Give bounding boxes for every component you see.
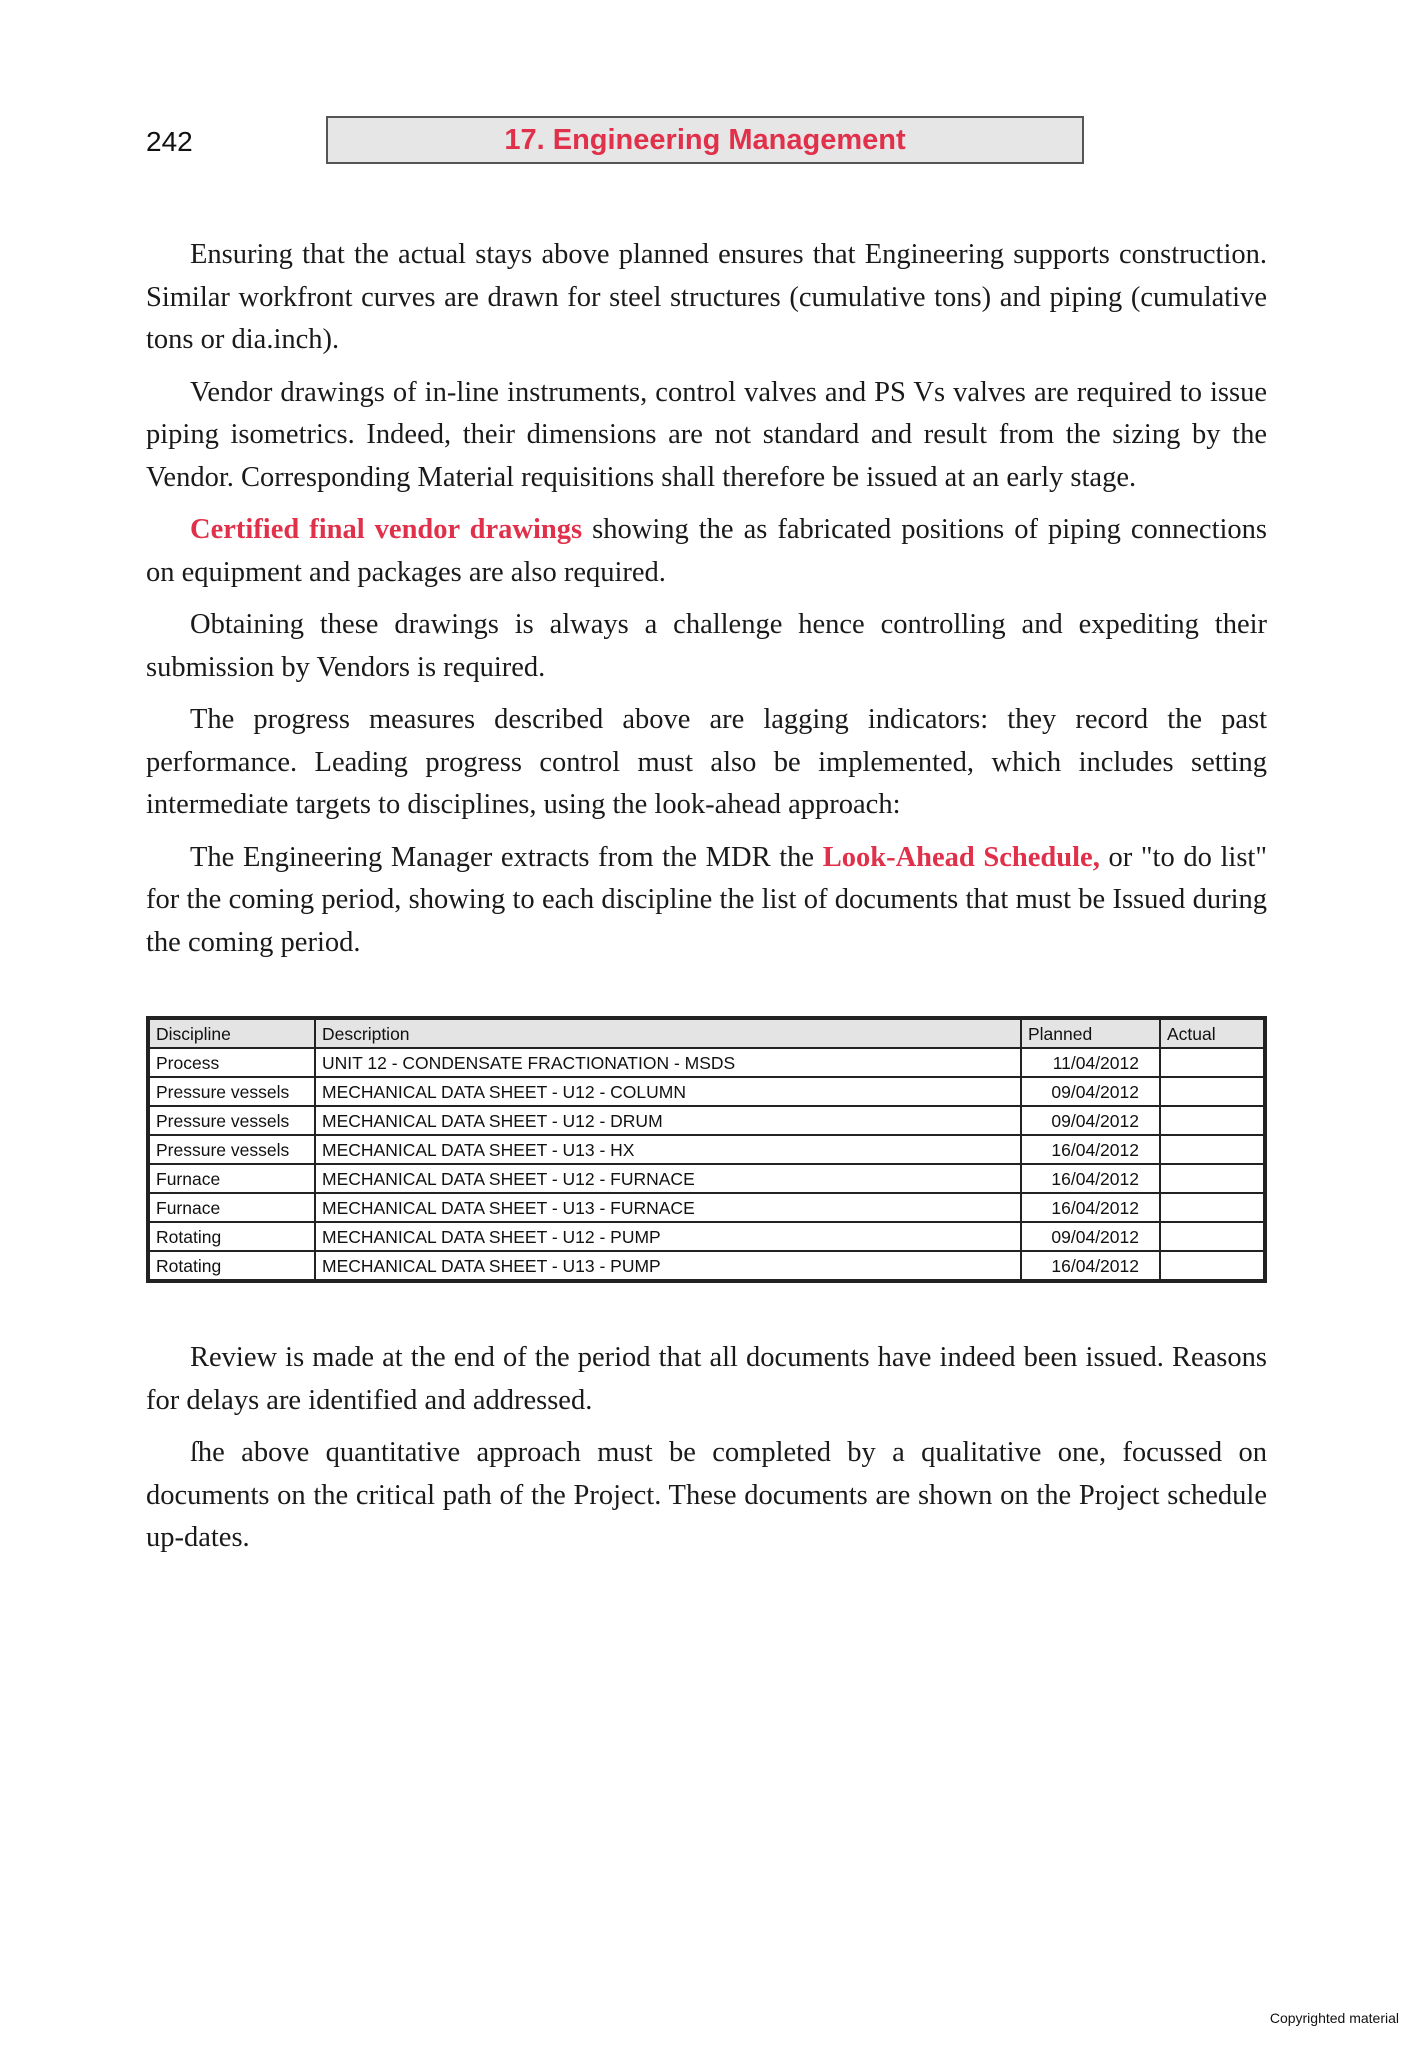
cell-discipline: Pressure vessels <box>148 1106 315 1135</box>
cell-description: MECHANICAL DATA SHEET - U12 - FURNACE <box>315 1164 1021 1193</box>
cell-planned: 09/04/2012 <box>1021 1106 1160 1135</box>
table-header-row <box>148 1018 1265 1048</box>
table-row <box>148 1048 1265 1077</box>
cell-planned: 16/04/2012 <box>1021 1135 1160 1164</box>
cell-actual <box>1160 1048 1265 1077</box>
cell-actual <box>1160 1222 1265 1251</box>
cell-actual <box>1160 1164 1265 1193</box>
header-discipline: Discipline <box>148 1018 315 1048</box>
cell-description: MECHANICAL DATA SHEET - U13 - HX <box>315 1135 1021 1164</box>
copyright-notice: Copyrighted material <box>1269 2010 1399 2026</box>
paragraph-certified-drawings <box>146 509 1267 594</box>
cell-description: MECHANICAL DATA SHEET - U12 - PUMP <box>315 1222 1021 1251</box>
cell-planned: 16/04/2012 <box>1021 1251 1160 1281</box>
cell-planned: 09/04/2012 <box>1021 1222 1160 1251</box>
cell-description: MECHANICAL DATA SHEET - U13 - PUMP <box>315 1251 1021 1281</box>
page-body <box>146 234 1267 1570</box>
highlight-certified-drawings: Certified final vendor drawings <box>190 514 583 545</box>
page-number: 242 <box>146 126 193 157</box>
cell-planned: 11/04/2012 <box>1021 1048 1160 1077</box>
paragraph-look-ahead <box>146 837 1267 965</box>
cell-discipline: Pressure vessels <box>148 1077 315 1106</box>
header-planned: Planned <box>1021 1018 1160 1048</box>
paragraph-vendor-drawings: Vendor drawings of in-line instruments, control valves and PS Vs valves are required to issue piping isometrics. Indeed, their dimensions are not standard and result from the sizing by the Vendor. Corresponding Material requisitions shall therefore be issued at an early stage. <box>146 376 1267 493</box>
table-row <box>148 1135 1265 1164</box>
table-row <box>148 1251 1265 1281</box>
paragraph-workfront: Ensuring that the actual stays above planned ensures that Engineering supports construction. Similar workfront curves are drawn for steel structures (cumulative tons) and piping (cumulative tons or dia.inch). <box>146 239 1267 355</box>
table-row <box>148 1193 1265 1222</box>
table-row <box>148 1077 1265 1106</box>
cell-planned: 16/04/2012 <box>1021 1164 1160 1193</box>
cell-actual <box>1160 1077 1265 1106</box>
paragraph-lagging-indicators: The progress measures described above are lagging indicators: they record the past performance. Leading progress control must also be implemented, which includes setting intermediate targets to disciplines, using the look-ahead approach: <box>146 704 1267 820</box>
cell-description: MECHANICAL DATA SHEET - U12 - DRUM <box>315 1106 1021 1135</box>
paragraph-text: showing the as fabricated positions of piping connections on equipment and packages are also required. <box>146 514 1267 588</box>
highlight-look-ahead-schedule: Look-Ahead Schedule, <box>822 841 1100 873</box>
table-row <box>148 1164 1265 1193</box>
cell-discipline: Pressure vessels <box>148 1135 315 1164</box>
paragraph-obtaining-drawings: Obtaining these drawings is always a challenge hence controlling and expediting their submission by Vendors is required. <box>146 609 1267 683</box>
cell-actual <box>1160 1135 1265 1164</box>
look-ahead-table <box>146 1016 1267 1283</box>
paragraph-qualitative: ſhe above quantitative approach must be completed by a qualitative one, focussed on documents on the critical path of the Project. These documents are shown on the Project schedule up-dates. <box>146 1437 1267 1553</box>
cell-planned: 09/04/2012 <box>1021 1077 1160 1106</box>
paragraph-review: Review is made at the end of the period that all documents have indeed been issued. Reasons for delays are identified and addressed. <box>146 1342 1267 1416</box>
table-row <box>148 1106 1265 1135</box>
cell-discipline: Process <box>148 1048 315 1077</box>
cell-actual <box>1160 1251 1265 1281</box>
header-description: Description <box>315 1018 1021 1048</box>
table-row <box>148 1222 1265 1251</box>
cell-actual <box>1160 1193 1265 1222</box>
cell-discipline: Furnace <box>148 1193 315 1222</box>
cell-discipline: Furnace <box>148 1164 315 1193</box>
header-actual: Actual <box>1160 1018 1265 1048</box>
paragraph-text: The Engineering Manager extracts from the MDR the <box>190 841 823 873</box>
cell-discipline: Rotating <box>148 1251 315 1281</box>
chapter-header <box>326 116 1084 164</box>
cell-description: UNIT 12 - CONDENSATE FRACTIONATION - MSDS <box>315 1048 1021 1077</box>
cell-discipline: Rotating <box>148 1222 315 1251</box>
chapter-title: 17. Engineering Management <box>504 123 906 156</box>
paragraph-text: or "to do list" for the coming period, showing to each discipline the list of documents that must be Issued during the coming period. <box>146 841 1267 958</box>
cell-planned: 16/04/2012 <box>1021 1193 1160 1222</box>
cell-description: MECHANICAL DATA SHEET - U12 - COLUMN <box>315 1077 1021 1106</box>
cell-description: MECHANICAL DATA SHEET - U13 - FURNACE <box>315 1193 1021 1222</box>
cell-actual <box>1160 1106 1265 1135</box>
